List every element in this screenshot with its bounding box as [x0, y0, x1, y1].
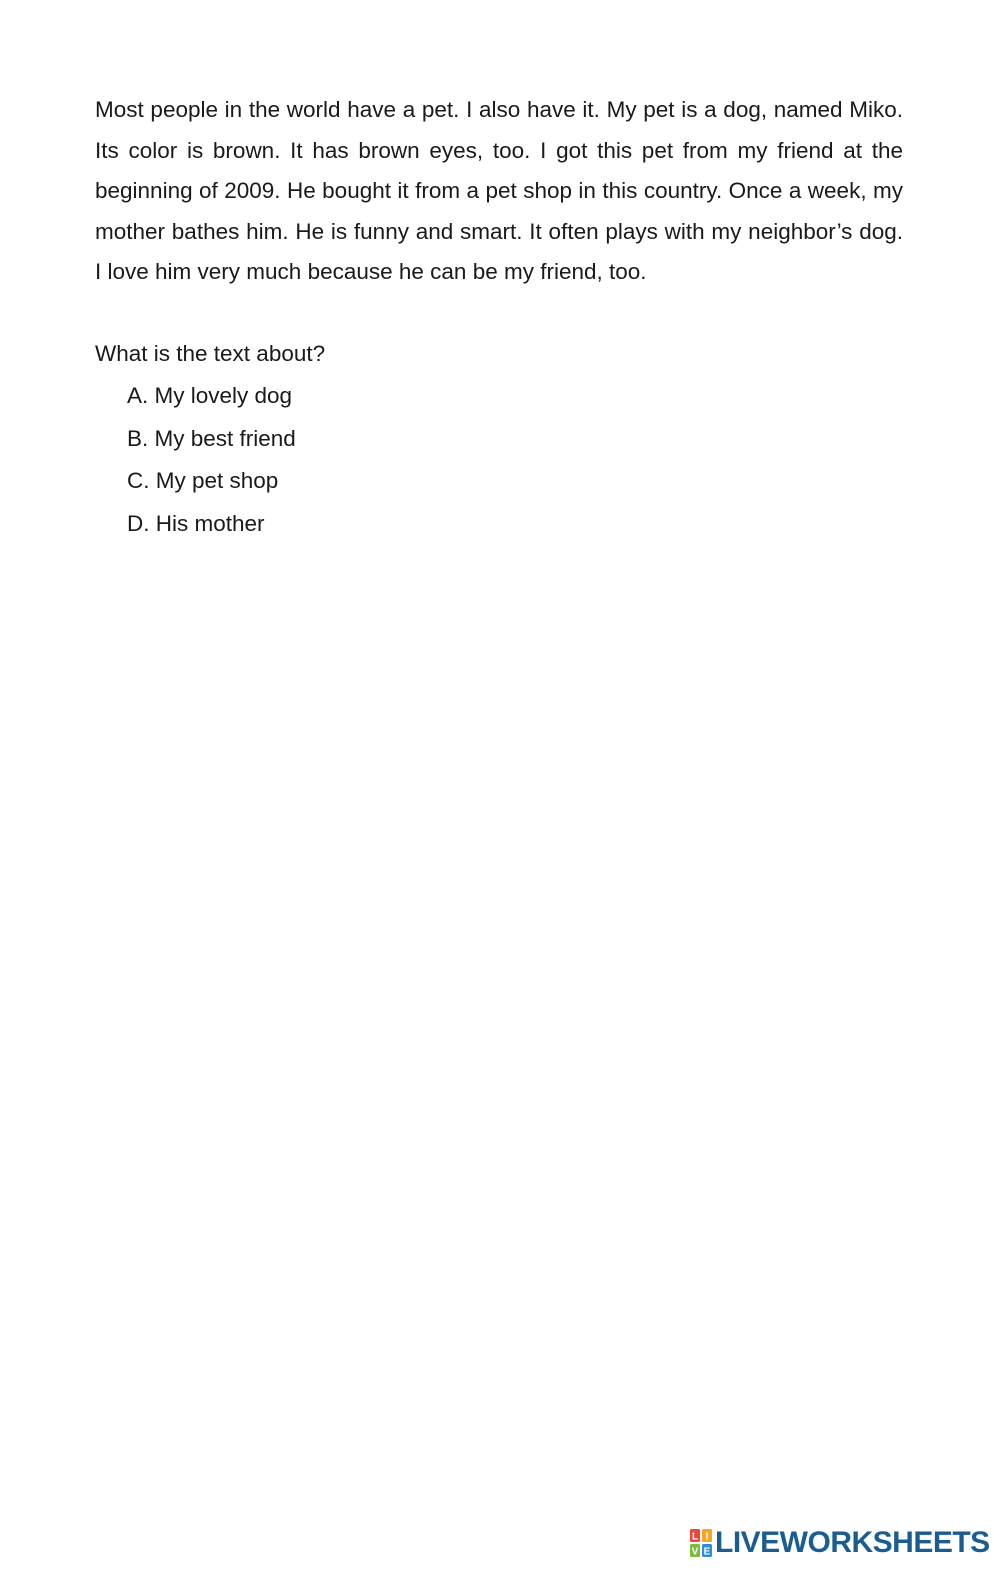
answer-options: [127, 378, 296, 548]
reading-passage: Most people in the world have a pet. I also have it. My pet is a dog, named Miko. Its color is brown. It has brown eyes, too. I got this pet from my friend at the beginning of 2009. He bought it from a pet shop in this country. Once a week, my mother bathes him. He is funny and smart. It often plays with my neighbor’s dog. I love him very much because he can be my friend, too.: [95, 97, 903, 285]
logo-tile-i-letter: I: [705, 1531, 709, 1543]
question-prompt: What is the text about?: [95, 341, 326, 366]
answer-option-a[interactable]: A. My lovely dog: [127, 383, 293, 408]
answer-option-d[interactable]: D. His mother: [127, 510, 265, 536]
answer-option-b[interactable]: B. My best friend: [127, 425, 296, 451]
answer-option-c[interactable]: C. My pet shop: [127, 468, 279, 494]
liveworksheets-logo: [690, 1526, 990, 1560]
liveworksheets-logo-text: LIVEWORKSHEETS: [715, 1526, 990, 1559]
liveworksheets-logo-icon: [690, 1529, 712, 1557]
logo-tile-v-letter: V: [691, 1546, 699, 1557]
logo-tile-l-letter: L: [691, 1531, 699, 1543]
logo-tile-e-letter: E: [703, 1546, 711, 1557]
